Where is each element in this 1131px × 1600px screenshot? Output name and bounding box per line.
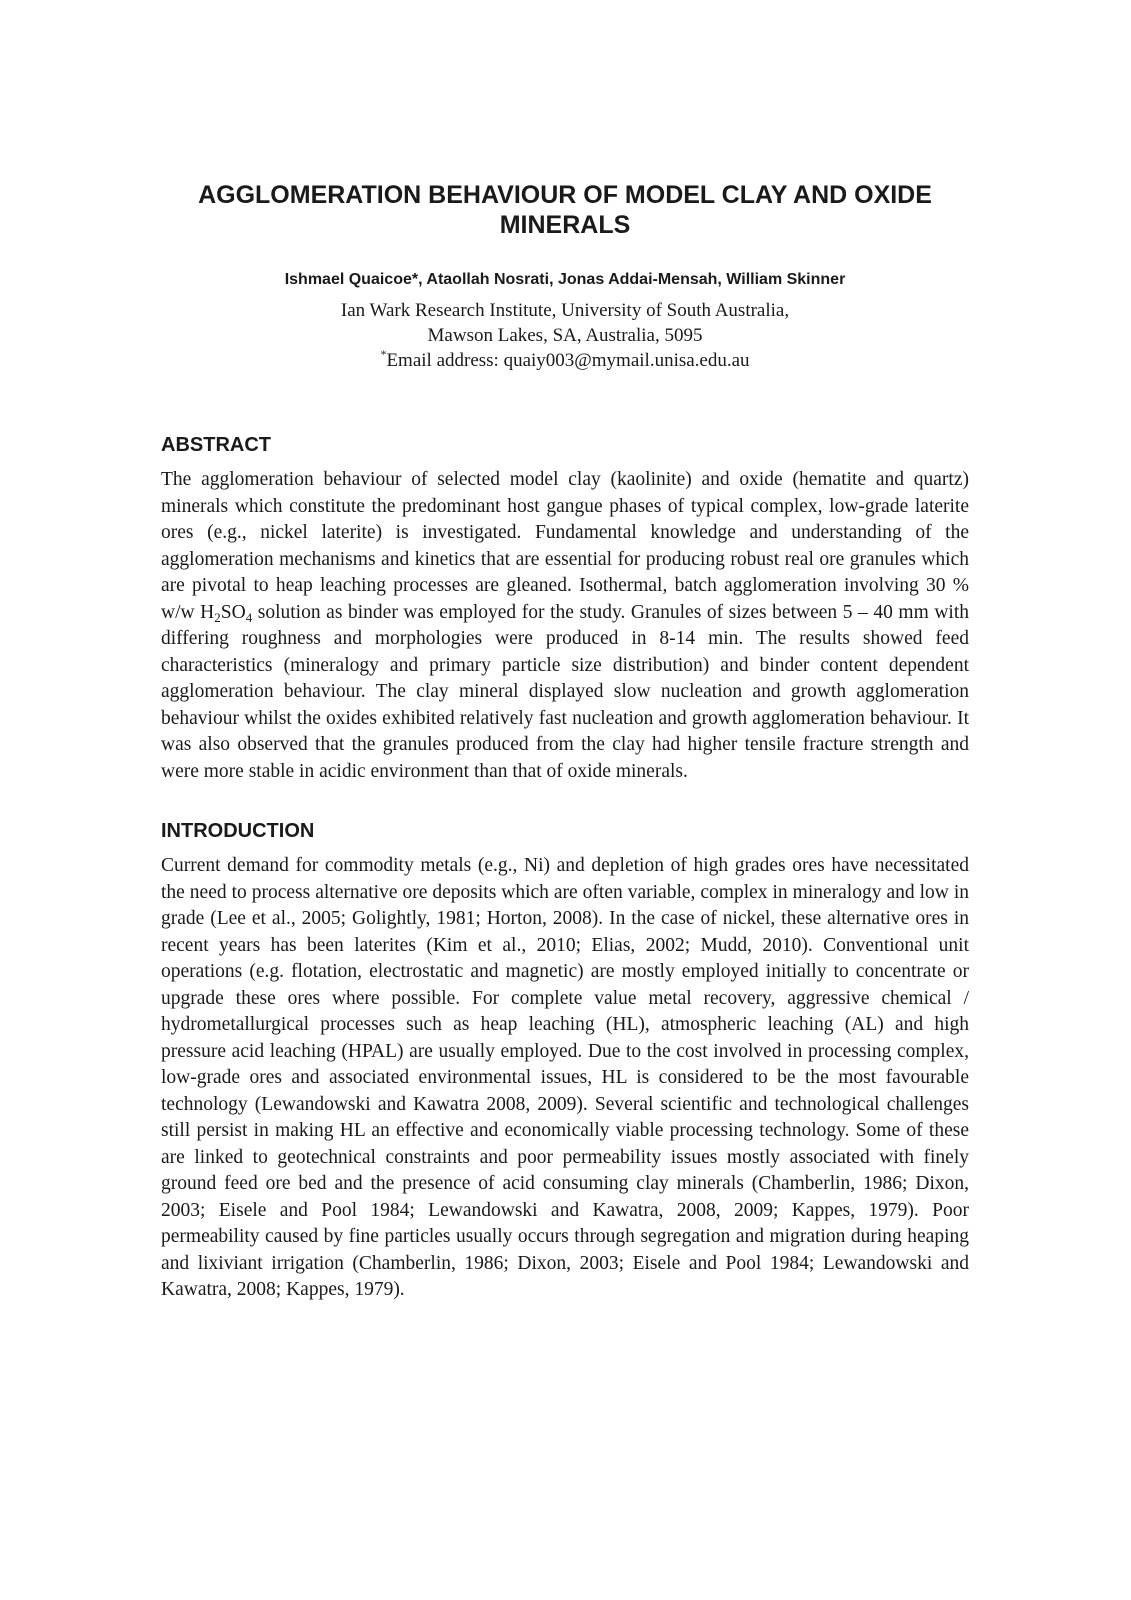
paper-title: [161, 180, 969, 240]
affiliation-block: [161, 298, 969, 373]
introduction-heading: INTRODUCTION: [161, 820, 315, 842]
author-list: Ishmael Quaicoe*, Ataollah Nosrati, Jonas Addai-Mensah, William Skinner: [284, 271, 846, 288]
abstract-formula-mid: SO: [220, 601, 246, 623]
affiliation-line-2: Mawson Lakes, SA, Australia, 5095: [427, 325, 703, 346]
email-line: [161, 348, 969, 373]
abstract-text-part-1: The agglomeration behaviour of selected model clay (kaolinite) and oxide (hematite and quartz) minerals which constitute the predominant host gangue phases of typical complex, low-grade laterite ores (e.g., nickel laterite) is investigated. Fundamental knowledge and understanding of the agglomeration mechanisms and kinetics that are essential for producing robust real ore granules which are pivotal to heap leaching processes are gleaned. Isothermal, batch agglomeration involving 30 % w/w H: [161, 469, 969, 623]
title-line-1: AGGLOMERATION BEHAVIOUR OF MODEL CLAY AND OXIDE: [198, 181, 932, 209]
paper-page: [161, 180, 969, 1304]
abstract-heading: ABSTRACT: [161, 434, 271, 456]
introduction-text: Current demand for commodity metals (e.g., Ni) and depletion of high grades ores have necessitated the need to process alternative ore deposits which are often variable, complex in mineralogy and low in grade (Lee et al., 2005; Golightly, 1981; Horton, 2008). In the case of nickel, these alternative ores in recent years has been laterites (Kim et al., 2010; Elias, 2002; Mudd, 2010). Conventional unit operations (e.g. flotation, electrostatic and magnetic) are mostly employed initially to concentrate or upgrade these ores where possible. For complete value metal recovery, aggressive chemical / hydrometallurgical processes such as heap leaching (HL), atmospheric leaching (AL) and high pressure acid leaching (HPAL) are usually employed. Due to the cost involved in processing complex, low-grade ores and associated environmental issues, HL is considered to be the most favourable technology (Lewandowski and Kawatra 2008, 2009). Several scientific and technological challenges still persist in making HL an effective and economically viable processing technology. Some of these are linked to geotechnical constraints and poor permeability issues mostly associated with finely ground feed ore bed and the presence of acid consuming clay minerals (Chamberlin, 1986; Dixon, 2003; Eisele and Pool 1984; Lewandowski and Kawatra, 2008, 2009; Kappes, 1979). Poor permeability caused by fine particles usually occurs through segregation and migration during heaping and lixiviant irrigation (Chamberlin, 1986; Dixon, 2003; Eisele and Pool 1984; Lewandowski and Kawatra, 2008; Kappes, 1979).: [161, 855, 969, 1300]
subscript-4: 4: [245, 609, 253, 625]
subscript-2: 2: [214, 609, 221, 625]
abstract-text-part-2: solution as binder was employed for the study. Granules of sizes between 5 – 40 mm with differing roughness and morphologies were produced in 8-14 min. The results showed feed characteristics (mineralogy and primary particle size distribution) and binder content dependent agglomeration behaviour. The clay mineral displayed slow nucleation and growth agglomeration behaviour whilst the oxides exhibited relatively fast nucleation and growth agglomeration behaviour. It was also observed that the granules produced from the clay had higher tensile fracture strength and were more stable in acidic environment than that of oxide minerals.: [161, 601, 969, 782]
abstract-text: [161, 467, 969, 785]
email-address: Email address: quaiy003@mymail.unisa.edu.au: [386, 350, 750, 371]
affiliation-line-1: Ian Wark Research Institute, University of South Australia,: [340, 300, 790, 321]
title-line-2: MINERALS: [499, 211, 631, 239]
email-marker: *: [380, 347, 387, 361]
